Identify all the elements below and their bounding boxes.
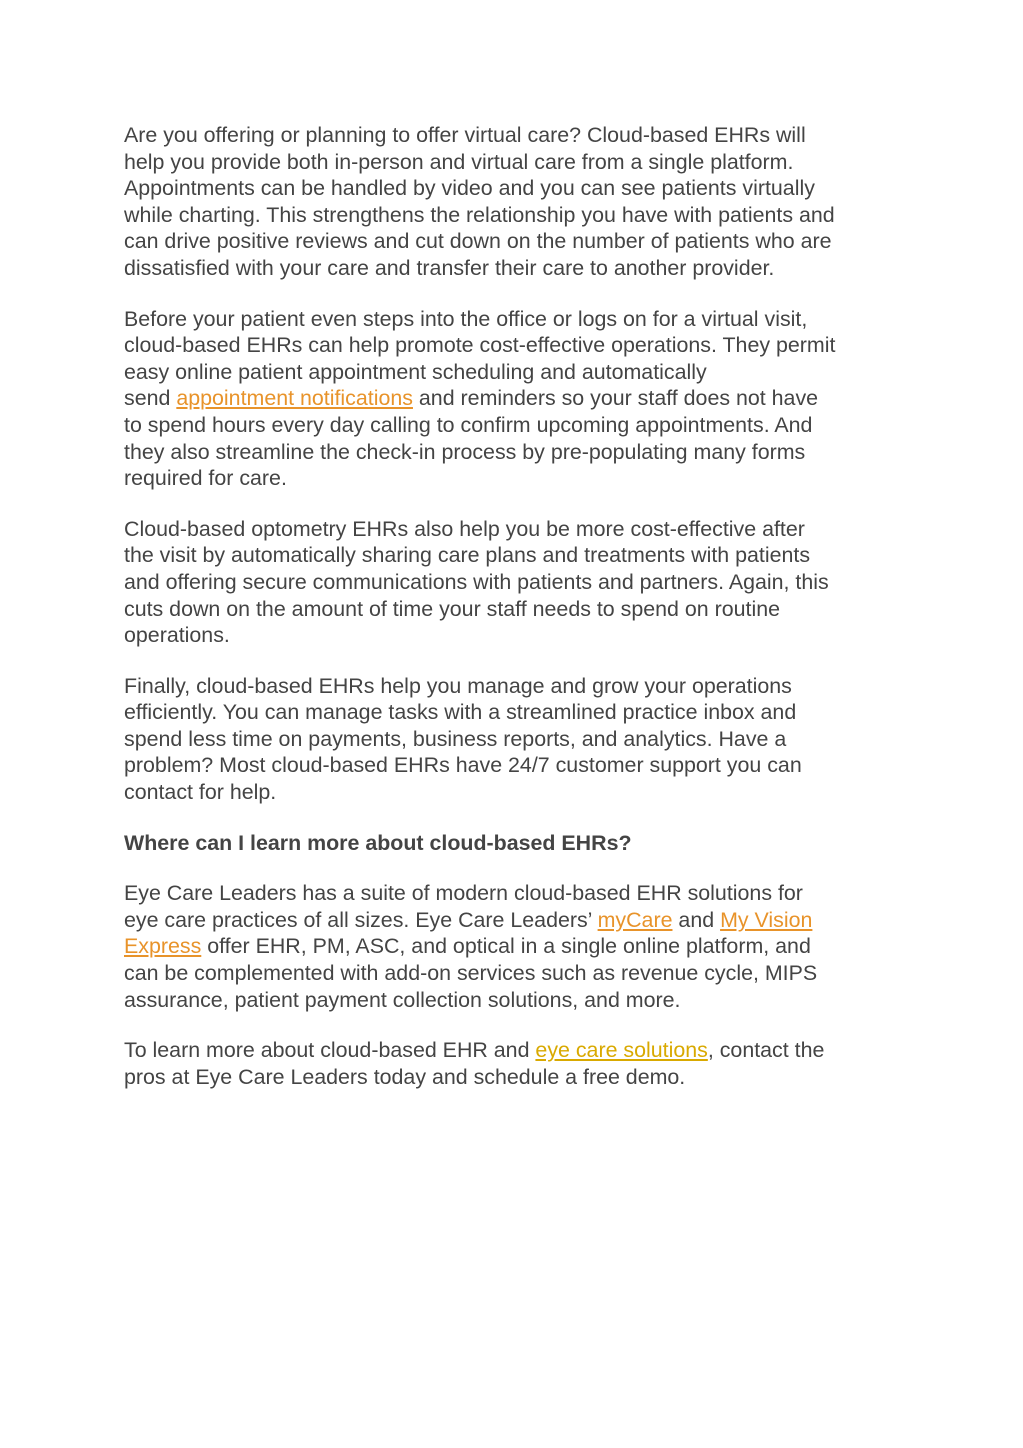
text-line: easy online patient appointment scheduling and automatically: [124, 359, 707, 384]
text-line: they also streamline the check-in process by pre-populating many forms: [124, 439, 806, 464]
text-line: dissatisfied with your care and transfer their care to another provider.: [124, 255, 775, 280]
text-line: the visit by automatically sharing care plans and treatments with patients: [124, 543, 811, 568]
text-line: help you provide both in-person and virtual care from a single platform.: [124, 149, 794, 174]
paragraph-virtual-care: [124, 122, 914, 282]
text-line: assurance, patient payment collection solutions, and more.: [124, 987, 681, 1012]
text-fragment: and: [672, 907, 721, 932]
text-line: Cloud-based optometry EHRs also help you be more cost-effective after: [124, 516, 805, 541]
appointment-notifications-link[interactable]: appointment notifications: [176, 386, 413, 411]
text-fragment: eye care practices of all sizes. Eye Care Leaders’: [124, 907, 598, 932]
paragraph-manage-grow: [124, 673, 914, 806]
text-line: Eye Care Leaders has a suite of modern cloud-based EHR solutions for: [124, 881, 803, 906]
text-line: cloud-based EHRs can help promote cost-effective operations. They permit: [124, 333, 836, 358]
text-line: Are you offering or planning to offer virtual care? Cloud-based EHRs will: [124, 123, 806, 147]
text-line: [124, 385, 914, 412]
text-line: [124, 933, 914, 960]
text-line: can drive positive reviews and cut down on the number of patients who are: [124, 229, 832, 254]
text-line: problem? Most cloud-based EHRs have 24/7 customer support you can: [124, 753, 802, 778]
paragraph-cost-effective-operations: [124, 306, 914, 492]
text-fragment: and reminders so your staff does not have: [412, 386, 819, 411]
text-fragment: offer EHR, PM, ASC, and optical in a single online platform, and: [201, 934, 811, 959]
text-line: spend less time on payments, business reports, and analytics. Have a: [124, 726, 787, 751]
text-line: required for care.: [124, 466, 287, 491]
text-line: [124, 1037, 914, 1064]
document-page: [124, 122, 914, 1114]
text-line: while charting. This strengthens the relationship you have with patients and: [124, 202, 835, 227]
my-vision-express-link[interactable]: My Vision: [720, 907, 813, 932]
paragraph-contact: [124, 1037, 914, 1090]
paragraph-after-visit: [124, 516, 914, 649]
text-line: can be complemented with add-on services such as revenue cycle, MIPS: [124, 961, 818, 986]
section-heading: Where can I learn more about cloud-based EHRs?: [124, 830, 632, 855]
text-line: efficiently. You can manage tasks with a streamlined practice inbox and: [124, 700, 797, 725]
text-fragment: To learn more about cloud-based EHR and: [124, 1038, 536, 1063]
text-line: to spend hours every day calling to confirm upcoming appointments. And: [124, 412, 813, 437]
text-line: Finally, cloud-based EHRs help you manage and grow your operations: [124, 673, 792, 698]
eye-care-solutions-link[interactable]: eye care solutions: [535, 1038, 708, 1063]
my-vision-express-link-continued[interactable]: Express: [124, 934, 202, 959]
mycare-link[interactable]: myCare: [597, 907, 673, 932]
text-line: operations.: [124, 623, 230, 648]
text-line: and offering secure communications with patients and partners. Again, this: [124, 569, 829, 594]
text-line: Appointments can be handled by video and you can see patients virtually: [124, 176, 815, 201]
text-line: pros at Eye Care Leaders today and schedule a free demo.: [124, 1064, 686, 1089]
text-line: [124, 907, 914, 934]
text-fragment: send: [124, 386, 177, 411]
text-line: contact for help.: [124, 780, 277, 805]
paragraph-eye-care-leaders: [124, 880, 914, 1013]
text-line: Before your patient even steps into the office or logs on for a virtual visit,: [124, 306, 808, 331]
text-fragment: , contact the: [707, 1038, 825, 1063]
text-line: cuts down on the amount of time your staff needs to spend on routine: [124, 596, 780, 621]
